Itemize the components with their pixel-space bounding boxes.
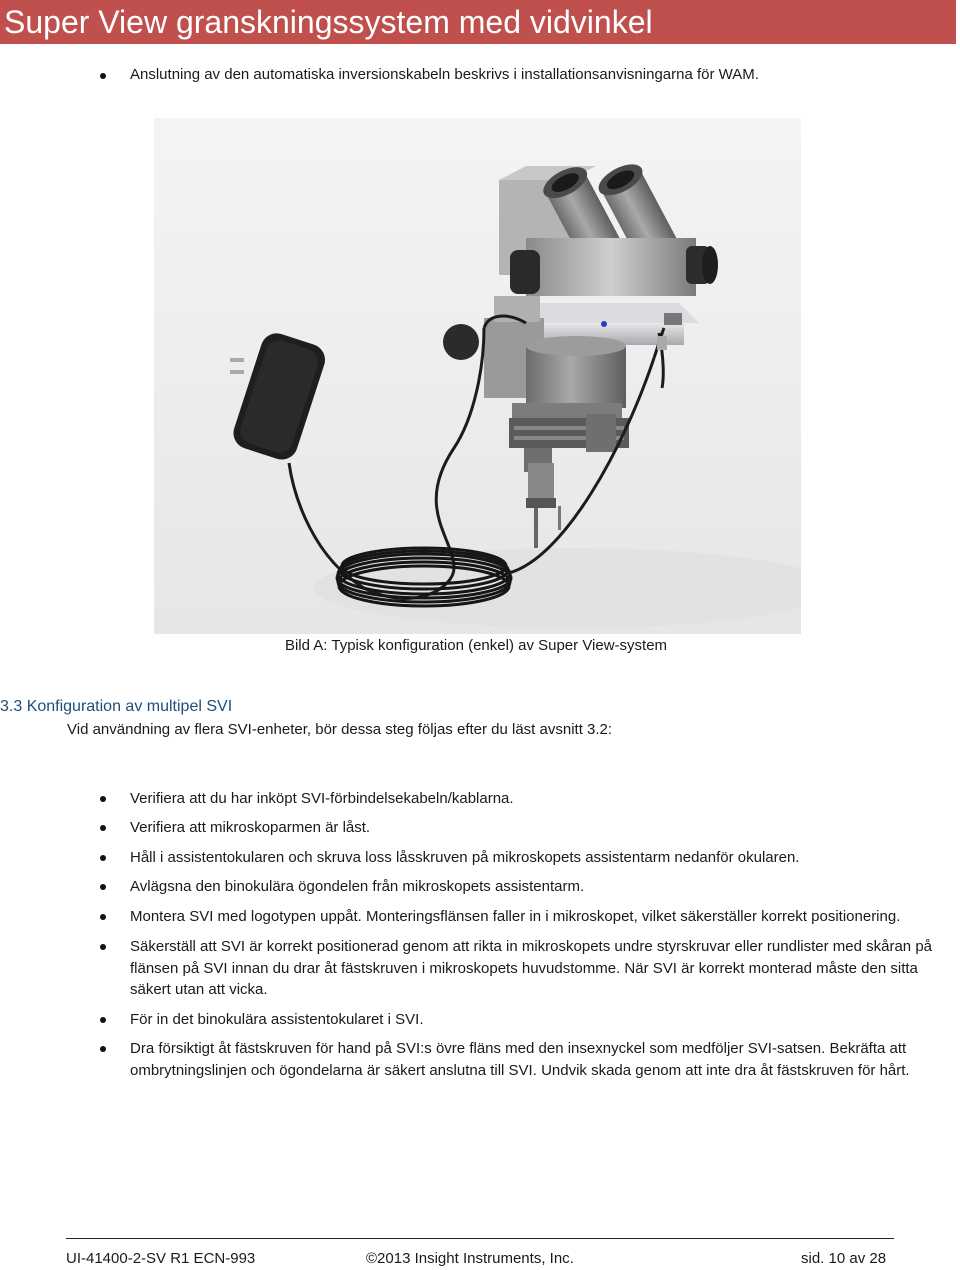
list-item: Säkerställ att SVI är korrekt positionerad genom att rikta in mikroskopets undre styrskruvar eller rundlister med skåran på flänsen på SVI innan du drar åt fästskruven i mikroskopets huvudstomme. När SVI är korrekt monterad måste den sitta säkert utan att vicka. [130,936,948,1001]
figure-microscope-system [154,118,801,634]
list-item: Avlägsna den binokulära ögondelen från mikroskopets assistentarm. [130,876,948,898]
list-item: Dra försiktigt åt fästskruven för hand på SVI:s övre fläns med den insexnyckel som medföljer SVI-satsen. Bekräfta att ombrytningslinjen och ögondelarna är säkert anslutna till SVI. Undvik skada genom att inte dra åt fästskruven för hårt. [130,1038,948,1081]
list-item: Verifiera att mikroskoparmen är låst. [130,817,948,839]
footer-page-number: sid. 10 av 28 [801,1250,887,1267]
list-item: Montera SVI med logotypen uppåt. Monteringsflänsen faller in i mikroskopet, vilket säkerställer korrekt positionering. [130,906,948,928]
footer-doc-id: UI-41400-2-SV R1 ECN-993 [66,1250,256,1267]
list-item: Verifiera att du har inköpt SVI-förbindelsekabeln/kablarna. [130,788,948,810]
footer-divider [66,1238,894,1239]
page-title: Super View granskningssystem med vidvinkel [4,4,653,40]
section-intro: Vid användning av flera SVI-enheter, bör dessa steg följas efter du läst avsnitt 3.2: [67,721,613,738]
list-item: För in det binokulära assistentokularet i SVI. [130,1009,948,1031]
microscope-illustration [154,118,801,634]
section-heading: 3.3 Konfiguration av multipel SVI [0,698,233,715]
header-bar [0,0,956,44]
figure-caption: Bild A: Typisk konfiguration (enkel) av Super View-system [284,637,668,654]
list-item: Håll i assistentokularen och skruva loss låsskruven på mikroskopets assistentarm nedanför okularen. [130,847,948,869]
list-item: Anslutning av den automatiska inversionskabeln beskrivs i installationsanvisningarna för WAM. [130,65,948,85]
footer-copyright: ©2013 Insight Instruments, Inc. [366,1250,574,1267]
